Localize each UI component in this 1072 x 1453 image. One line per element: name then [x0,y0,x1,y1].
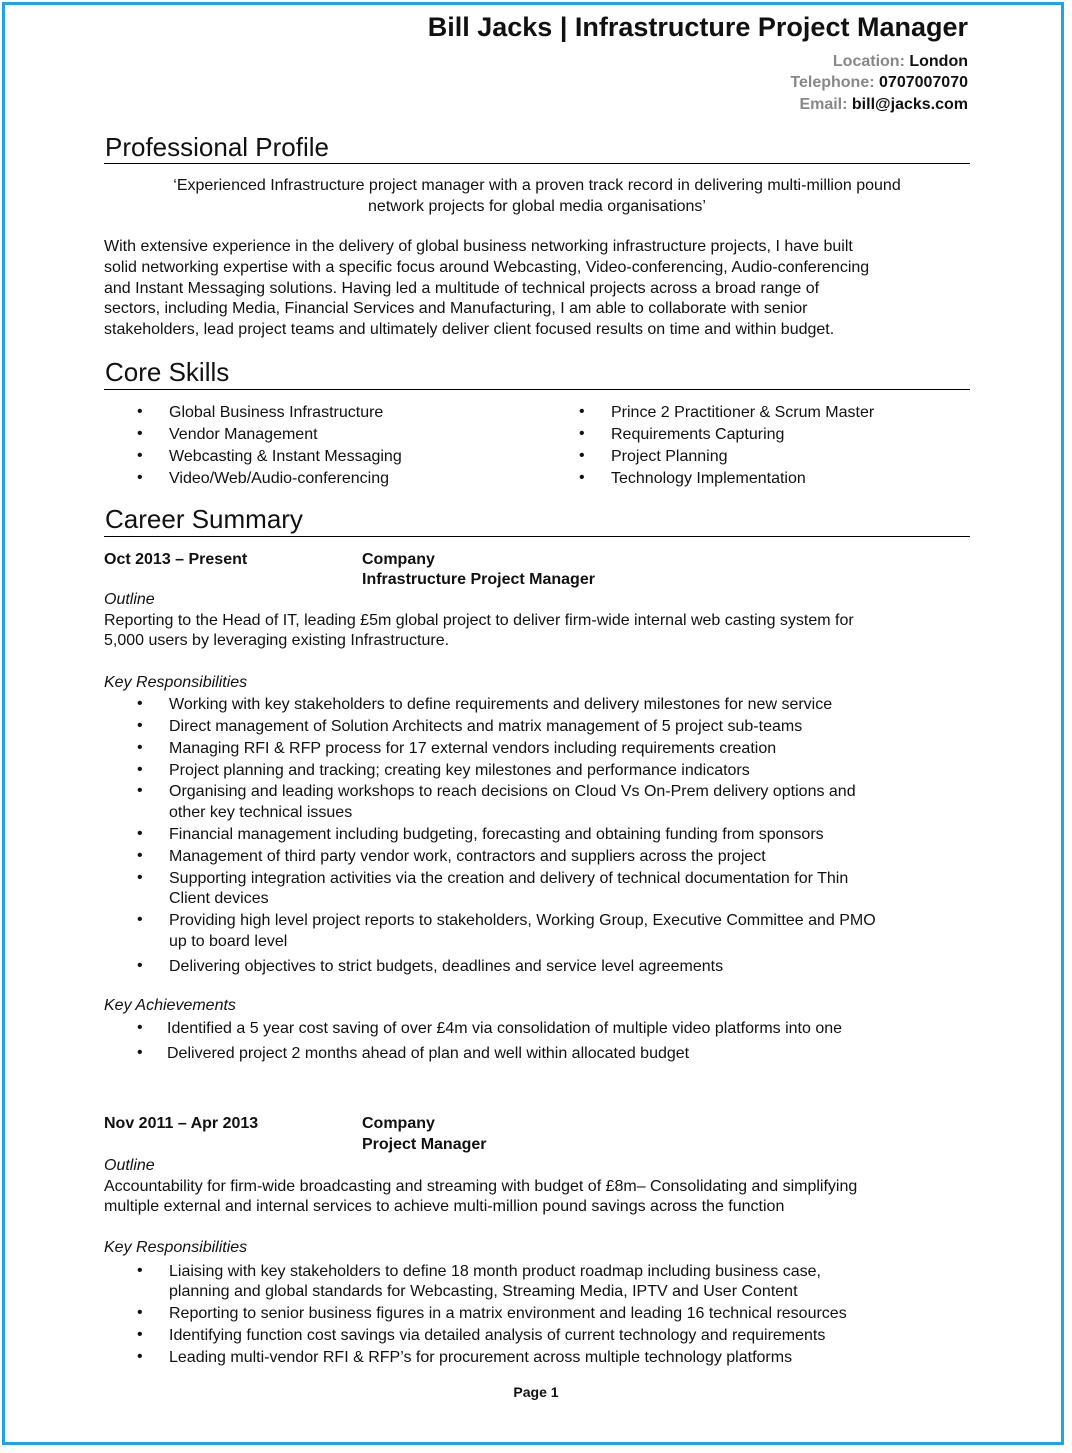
responsibility-item-continued: other key technical issues [169,804,353,821]
telephone-label: Telephone: [790,74,875,91]
telephone-value: 0707007070 [879,74,968,91]
bullet: • [137,739,143,756]
responsibility-item: Reporting to senior business figures in a matrix environment and leading 16 technical resources [169,1305,847,1322]
contact-location [833,53,968,71]
section-divider [104,389,970,390]
skill-item: Vendor Management [169,426,318,443]
responsibilities-label: Key Responsibilities [104,674,248,691]
responsibility-item: Organising and leading workshops to reach decisions on Cloud Vs On-Prem delivery options and [169,783,856,800]
job-company: Company [362,551,435,568]
email-label: Email: [799,96,848,113]
section-divider [104,163,970,164]
profile-line: sectors, including Media, Financial Services and Manufacturing, I am able to collaborate with senior [104,300,808,318]
bullet: • [137,403,143,420]
responsibility-item: Direct management of Solution Architects and matrix management of 5 project sub-teams [169,718,803,735]
skill-item: Global Business Infrastructure [169,404,384,421]
responsibility-item: Providing high level project reports to stakeholders, Working Group, Executive Committee and PMO [169,912,876,929]
profile-quote-line: ‘Experienced Infrastructure project manager with a proven track record in delivering multi-million pound [173,177,901,194]
outline-line: 5,000 users by leveraging existing Infrastructure. [104,632,450,649]
section-heading-career: Career Summary [105,504,303,534]
profile-line: With extensive experience in the delivery of global business networking infrastructure projects, I have built [104,238,853,255]
responsibility-item: Project planning and tracking; creating key milestones and performance indicators [169,762,750,779]
responsibility-item: Working with key stakeholders to define requirements and delivery milestones for new service [169,696,833,713]
profile-line: and Instant Messaging solutions. Having led a multitude of technical projects across a broad range of [104,279,820,297]
section-divider [104,536,970,537]
responsibility-item: Identifying function cost savings via detailed analysis of current technology and requirements [169,1327,826,1344]
bullet: • [137,869,143,886]
bullet: • [579,403,585,420]
profile-line: solid networking expertise with a specific focus around Webcasting, Video-conferencing, Audio-conferencing [104,258,870,276]
responsibility-item: Management of third party vendor work, contractors and suppliers across the project [169,848,766,865]
contact-email [799,96,968,114]
job-dates: Oct 2013 – Present [104,551,248,568]
responsibility-item: Leading multi-vendor RFI & RFP’s for procurement across multiple technology platforms [169,1349,793,1366]
cv-name-title: Bill Jacks | Infrastructure Project Manager [427,12,968,42]
job-title: Project Manager [362,1136,487,1153]
email-value: bill@jacks.com [851,96,968,113]
bullet: • [137,1019,143,1036]
location-label: Location: [832,53,905,70]
bullet: • [137,1262,143,1279]
location-value: London [909,53,968,70]
contact-telephone [790,74,968,92]
bullet: • [579,469,585,486]
job-company: Company [362,1115,435,1132]
responsibility-item-continued: planning and global standards for Webcasting, Streaming Media, IPTV and User Content [169,1283,798,1300]
bullet: • [137,957,143,974]
profile-paragraph [104,237,970,341]
bullet: • [579,425,585,442]
responsibility-item: Supporting integration activities via the creation and delivery of technical documentation for Thin [169,870,849,887]
responsibility-item-continued: up to board level [169,933,288,950]
section-heading-skills: Core Skills [105,357,230,387]
outline-line: Accountability for firm-wide broadcasting and streaming with budget of £8m– Consolidating and simplifying [104,1178,858,1195]
bullet: • [137,847,143,864]
skill-item: Project Planning [611,448,728,465]
achievement-item: Identified a 5 year cost saving of over £4m via consolidation of multiple video platforms into one [167,1020,843,1037]
bullet: • [137,447,143,464]
bullet: • [137,825,143,842]
bullet: • [137,1304,143,1321]
bullet: • [137,695,143,712]
skill-item: Prince 2 Practitioner & Scrum Master [611,404,875,421]
responsibility-item: Delivering objectives to strict budgets, deadlines and service level agreements [169,958,724,975]
bullet: • [137,1044,143,1061]
responsibilities-label: Key Responsibilities [104,1239,248,1256]
skill-item: Webcasting & Instant Messaging [169,448,402,465]
outline-label: Outline [104,1157,155,1174]
skill-item: Requirements Capturing [611,426,785,443]
bullet: • [579,447,585,464]
responsibility-item: Financial management including budgeting, forecasting and obtaining funding from sponsors [169,826,824,843]
responsibility-item: Managing RFI & RFP process for 17 external vendors including requirements creation [169,740,777,757]
outline-line: Reporting to the Head of IT, leading £5m global project to deliver firm-wide internal web casting system for [104,612,854,629]
outline-label: Outline [104,591,155,608]
bullet: • [137,911,143,928]
profile-quote-line: network projects for global media organisations’ [368,198,706,215]
job-title: Infrastructure Project Manager [362,571,595,588]
profile-line: stakeholders, lead project teams and ultimately deliver client focused results on time and within budget. [104,321,835,339]
section-heading-profile: Professional Profile [105,132,329,162]
skill-item: Video/Web/Audio-conferencing [169,470,389,487]
responsibility-item: Liaising with key stakeholders to define 18 month product roadmap including business case, [169,1263,821,1280]
bullet: • [137,761,143,778]
skill-item: Technology Implementation [611,470,806,487]
achievements-label: Key Achievements [104,997,236,1014]
page-number: Page 1 [513,1384,559,1400]
bullet: • [137,469,143,486]
bullet: • [137,1348,143,1365]
outline-line: multiple external and internal services to achieve multi-million pound savings across the function [104,1198,785,1215]
responsibility-item-continued: Client devices [169,890,269,907]
bullet: • [137,717,143,734]
bullet: • [137,1326,143,1343]
achievement-item: Delivered project 2 months ahead of plan and well within allocated budget [167,1045,690,1062]
bullet: • [137,425,143,442]
bullet: • [137,782,143,799]
job-dates: Nov 2011 – Apr 2013 [104,1115,259,1132]
